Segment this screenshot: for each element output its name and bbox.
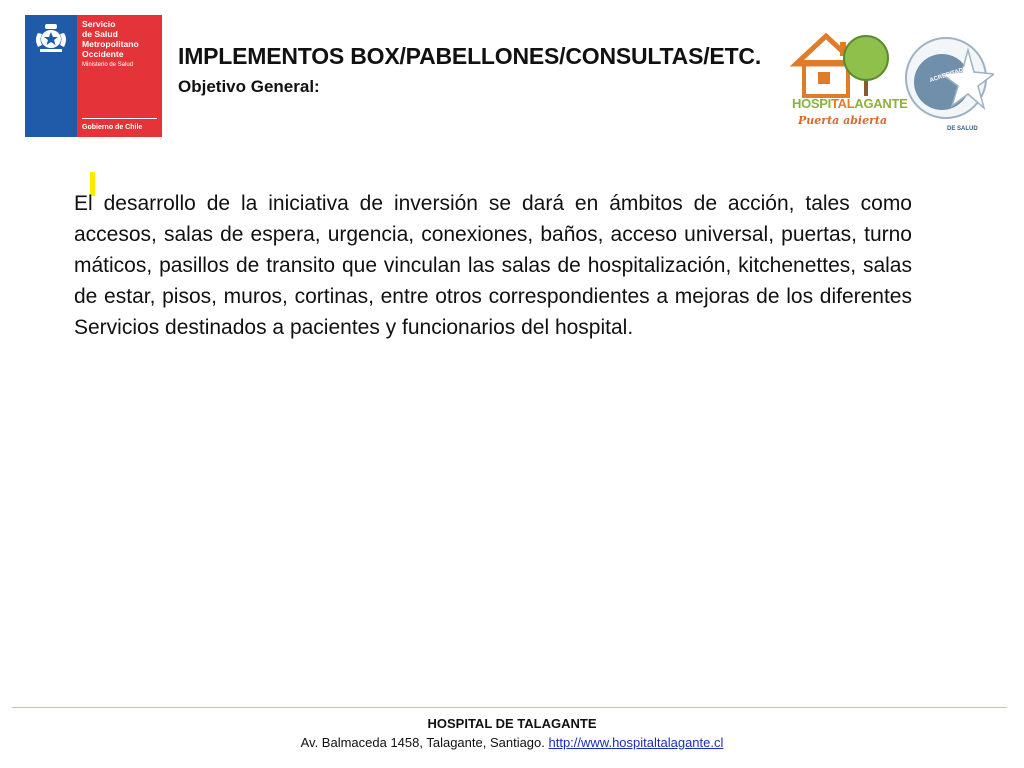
brand-prefix: HOSPI xyxy=(792,96,831,111)
gov-logo-line1: Servicio xyxy=(82,19,116,29)
slide-subtitle: Objetivo General: xyxy=(178,77,320,96)
brand-suffix: AGANTE xyxy=(854,96,908,111)
gov-logo-line2: de Salud xyxy=(82,29,118,39)
gov-logo-red-panel xyxy=(77,15,162,137)
hospital-logo-brand xyxy=(792,96,907,111)
hospital-logo xyxy=(788,30,908,140)
gov-logo xyxy=(25,15,162,137)
gov-logo-government: Gobierno de Chile xyxy=(82,124,143,131)
brand-tal: TAL xyxy=(830,96,855,111)
accreditation-star-icon xyxy=(902,34,994,126)
gov-logo-line3: Metropolitano xyxy=(82,39,139,49)
gov-logo-ministry: Ministerio de Salud xyxy=(82,62,134,68)
gov-logo-divider xyxy=(82,118,157,119)
slide-title: IMPLEMENTOS BOX/PABELLONES/CONSULTAS/ETC. xyxy=(178,43,762,69)
footer-address: Av. Balmaceda 1458, Talagante, Santiago. xyxy=(300,735,549,750)
accreditation-footer: DE SALUD xyxy=(947,126,978,132)
hospital-logo-tagline: Puerta abierta xyxy=(798,114,888,127)
house-tree-icon xyxy=(788,30,898,100)
footer-hospital-name: HOSPITAL DE TALAGANTE xyxy=(427,716,597,731)
footer-divider xyxy=(12,707,1007,708)
gov-logo-line4: Occidente xyxy=(82,49,124,59)
accreditation-seal xyxy=(902,34,994,138)
chile-crest-icon xyxy=(30,21,72,55)
accreditation-label: ACREDITADO xyxy=(929,66,969,84)
body-paragraph: El desarrollo de la iniciativa de inversión se dará en ámbitos de acción, tales como accesos, salas de espera, urgencia, conexiones, baños, acceso universal, puertas, turno máticos, pasillos de transito que vinculan las salas de hospitalización, kitchenettes, salas de estar, pisos, muros, cortinas, entre otros correspondientes a mejoras de los diferentes Servicios destinados a pacientes y funcionarios del hospital. xyxy=(74,192,912,339)
footer-address-line xyxy=(0,735,1024,750)
footer-website-link[interactable]: http://www.hospitaltalagante.cl xyxy=(548,735,724,750)
gov-logo-blue-panel xyxy=(25,15,77,137)
